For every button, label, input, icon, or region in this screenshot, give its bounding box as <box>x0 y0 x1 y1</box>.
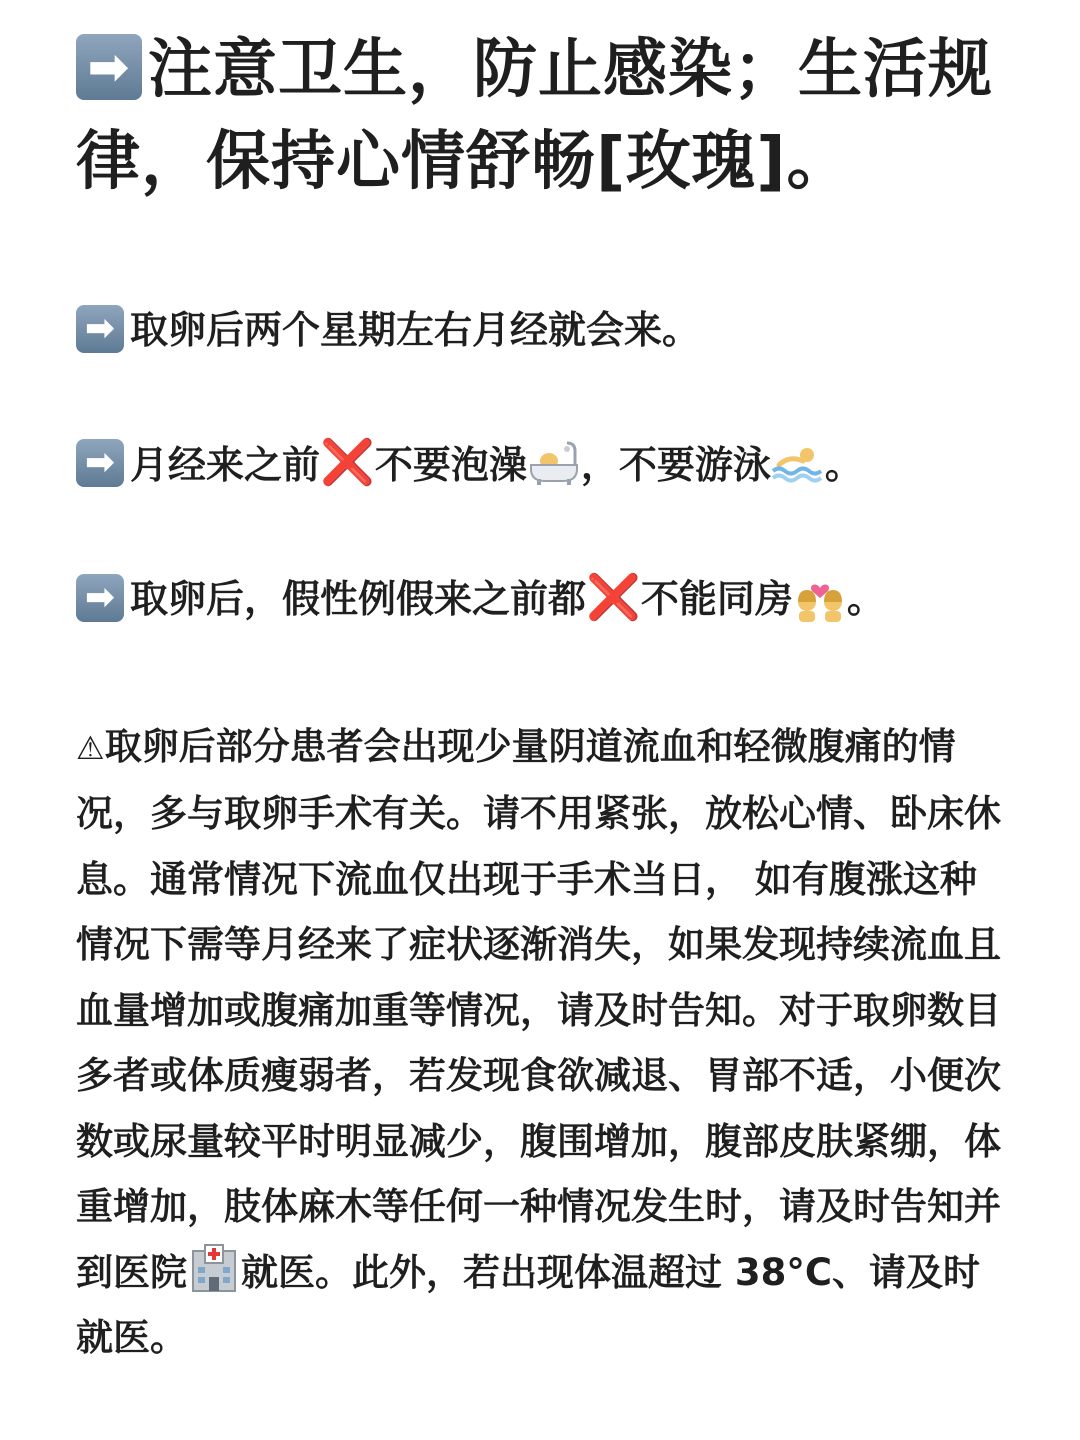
bathtub-icon <box>527 439 581 487</box>
tip-no-bath-swim <box>76 437 1016 492</box>
warning-text-main: 取卵后部分患者会出现少量阴道流血和轻微腹痛的情况，多与取卵手术有关。请不用紧张，放松心情、卧床休息。通常情况下流血仅出现于手术当日， 如有腹涨这种情况下需等月经来了症状逐渐消失，如果发现持续流血且血量增加或腹痛加重等情况，请及时告知。对于取卵数目多者或体质瘦弱者，若发现食欲减退、胃部不适，小便次数或尿量较平时明显减少，腹围增加，腹部皮肤紧绷，体重增加，肢体麻木等任何一种情况发生时，请及时告知并到医院 <box>76 724 1001 1294</box>
tip-text-mid: 不要泡澡 <box>374 442 527 487</box>
couple-with-heart-icon <box>793 574 847 622</box>
tip-text-before: 月经来之前 <box>130 442 321 487</box>
heading-text: 注意卫生，防止感染；生活规律，保持心情舒畅[玫瑰]。 <box>76 33 993 199</box>
tip-text: 取卵后两个星期左右月经就会来。 <box>130 308 701 352</box>
cross-mark-icon: ❌ <box>320 437 375 488</box>
tip-text-after: 。 <box>846 577 885 621</box>
hospital-icon <box>187 1243 241 1293</box>
tip-text-mid: 不能同房 <box>640 577 793 621</box>
warning-icon: ⚠ <box>76 728 105 767</box>
tip-text-mid2: ，不要游泳 <box>580 442 771 487</box>
right-arrow-icon: ➡ <box>76 34 142 100</box>
swimmer-icon <box>771 443 825 483</box>
warning-text-end: 就医。此外，若出现体温超过 38°C、请及时就医。 <box>76 1250 981 1359</box>
right-arrow-icon: ➡ <box>76 305 124 353</box>
tip-text-after: 。 <box>824 442 863 487</box>
warning-paragraph <box>76 714 1011 1371</box>
note-page <box>76 24 1016 1371</box>
heading <box>76 24 1016 208</box>
right-arrow-icon: ➡ <box>76 439 124 487</box>
right-arrow-icon: ➡ <box>76 574 124 622</box>
tip-no-intercourse <box>76 571 1016 626</box>
cross-mark-icon: ❌ <box>586 571 641 623</box>
tip-text-before: 取卵后，假性例假来之前都 <box>130 577 587 621</box>
tip-period-timing <box>76 306 1016 357</box>
